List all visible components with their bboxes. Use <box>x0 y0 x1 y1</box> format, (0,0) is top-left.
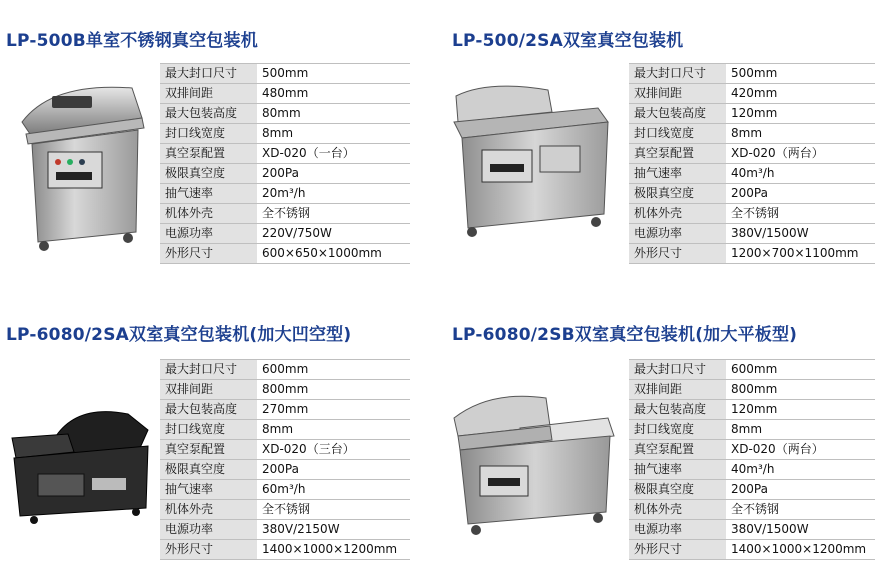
spec-value: 80mm <box>257 104 410 124</box>
spec-value: 380V/2150W <box>257 520 410 540</box>
spec-row <box>160 420 410 440</box>
spec-row <box>629 164 875 184</box>
spec-table-lp500b <box>160 63 410 264</box>
spec-label: 双排间距 <box>160 380 257 400</box>
spec-table-lp6080-2sb <box>629 359 875 560</box>
spec-value: 800mm <box>257 380 410 400</box>
spec-row <box>160 224 410 244</box>
machine-image-lp500-2sa <box>448 82 616 242</box>
spec-row <box>160 104 410 124</box>
spec-row <box>629 244 875 264</box>
spec-row <box>629 184 875 204</box>
spec-value: 270mm <box>257 400 410 420</box>
spec-row <box>629 84 875 104</box>
machine-image-lp500b <box>12 82 152 257</box>
spec-label: 真空泵配置 <box>160 440 257 460</box>
spec-value: 1400×1000×1200mm <box>257 540 410 560</box>
spec-label: 机体外壳 <box>629 500 726 520</box>
spec-label: 机体外壳 <box>160 204 257 224</box>
spec-value: 420mm <box>726 84 875 104</box>
spec-value: 500mm <box>726 64 875 84</box>
product-title-lp500b: LP-500B单室不锈钢真空包装机 <box>6 31 258 51</box>
product-title-lp6080-2sb: LP-6080/2SB双室真空包装机(加大平板型) <box>452 325 798 345</box>
spec-row <box>160 164 410 184</box>
spec-row <box>629 64 875 84</box>
spec-label: 外形尺寸 <box>160 244 257 264</box>
spec-value: 500mm <box>257 64 410 84</box>
spec-label: 最大封口尺寸 <box>629 64 726 84</box>
spec-row <box>629 420 875 440</box>
spec-label: 封口线宽度 <box>629 124 726 144</box>
spec-label: 机体外壳 <box>629 204 726 224</box>
spec-row <box>629 204 875 224</box>
spec-label: 双排间距 <box>160 84 257 104</box>
spec-value: XD-020（三台） <box>257 440 410 460</box>
spec-label: 最大包装高度 <box>629 104 726 124</box>
spec-label: 最大封口尺寸 <box>160 360 257 380</box>
spec-label: 封口线宽度 <box>629 420 726 440</box>
spec-row <box>629 520 875 540</box>
spec-label: 外形尺寸 <box>629 540 726 560</box>
spec-label: 极限真空度 <box>629 184 726 204</box>
spec-row <box>629 144 875 164</box>
spec-label: 极限真空度 <box>160 164 257 184</box>
product-title-lp500-2sa: LP-500/2SA双室真空包装机 <box>452 31 684 51</box>
spec-value: 380V/1500W <box>726 224 875 244</box>
spec-label: 电源功率 <box>629 224 726 244</box>
spec-row <box>160 204 410 224</box>
spec-value: 200Pa <box>726 480 875 500</box>
spec-row <box>160 440 410 460</box>
spec-row <box>160 500 410 520</box>
spec-label: 双排间距 <box>629 84 726 104</box>
spec-value: 1200×700×1100mm <box>726 244 875 264</box>
spec-table-lp500-2sa <box>629 63 875 264</box>
spec-label: 外形尺寸 <box>629 244 726 264</box>
spec-row <box>160 480 410 500</box>
spec-row <box>160 244 410 264</box>
spec-row <box>160 460 410 480</box>
spec-table-lp6080-2sa <box>160 359 410 560</box>
spec-row <box>629 360 875 380</box>
spec-value: 1400×1000×1200mm <box>726 540 875 560</box>
spec-label: 最大包装高度 <box>629 400 726 420</box>
spec-row <box>160 184 410 204</box>
machine-image-lp6080-2sa <box>8 408 156 528</box>
spec-label: 真空泵配置 <box>629 440 726 460</box>
spec-value: 200Pa <box>257 164 410 184</box>
spec-value: 全不锈钢 <box>257 204 410 224</box>
spec-value: 600mm <box>257 360 410 380</box>
spec-value: 20m³/h <box>257 184 410 204</box>
spec-row <box>629 480 875 500</box>
spec-value: 120mm <box>726 400 875 420</box>
spec-label: 最大包装高度 <box>160 400 257 420</box>
spec-row <box>160 124 410 144</box>
spec-row <box>160 380 410 400</box>
spec-value: 全不锈钢 <box>257 500 410 520</box>
spec-value: 120mm <box>726 104 875 124</box>
spec-row <box>160 360 410 380</box>
spec-label: 封口线宽度 <box>160 420 257 440</box>
spec-value: 全不锈钢 <box>726 500 875 520</box>
spec-row <box>160 520 410 540</box>
spec-value: 8mm <box>257 420 410 440</box>
spec-value: 40m³/h <box>726 460 875 480</box>
spec-label: 极限真空度 <box>160 460 257 480</box>
spec-value: 200Pa <box>726 184 875 204</box>
spec-row <box>629 124 875 144</box>
spec-row <box>629 400 875 420</box>
spec-label: 外形尺寸 <box>160 540 257 560</box>
spec-label: 抽气速率 <box>160 184 257 204</box>
spec-value: 8mm <box>726 124 875 144</box>
spec-label: 封口线宽度 <box>160 124 257 144</box>
machine-image-lp6080-2sb <box>450 392 616 542</box>
spec-row <box>160 84 410 104</box>
spec-value: 800mm <box>726 380 875 400</box>
spec-value: 40m³/h <box>726 164 875 184</box>
spec-label: 抽气速率 <box>160 480 257 500</box>
spec-label: 抽气速率 <box>629 460 726 480</box>
spec-row <box>160 400 410 420</box>
spec-value: 60m³/h <box>257 480 410 500</box>
spec-label: 电源功率 <box>629 520 726 540</box>
spec-value: XD-020（一台） <box>257 144 410 164</box>
spec-label: 真空泵配置 <box>160 144 257 164</box>
spec-label: 双排间距 <box>629 380 726 400</box>
spec-value: 200Pa <box>257 460 410 480</box>
spec-label: 电源功率 <box>160 520 257 540</box>
spec-label: 最大封口尺寸 <box>160 64 257 84</box>
spec-value: 8mm <box>726 420 875 440</box>
spec-row <box>629 224 875 244</box>
spec-label: 最大包装高度 <box>160 104 257 124</box>
spec-value: 8mm <box>257 124 410 144</box>
spec-row <box>160 540 410 560</box>
spec-row <box>629 440 875 460</box>
spec-value: XD-020（两台） <box>726 440 875 460</box>
spec-label: 抽气速率 <box>629 164 726 184</box>
spec-value: 600mm <box>726 360 875 380</box>
spec-value: 480mm <box>257 84 410 104</box>
spec-row <box>160 64 410 84</box>
spec-value: 220V/750W <box>257 224 410 244</box>
spec-label: 机体外壳 <box>160 500 257 520</box>
spec-label: 电源功率 <box>160 224 257 244</box>
spec-row <box>629 500 875 520</box>
spec-row <box>629 460 875 480</box>
product-title-lp6080-2sa: LP-6080/2SA双室真空包装机(加大凹空型) <box>6 325 352 345</box>
spec-value: 全不锈钢 <box>726 204 875 224</box>
spec-label: 极限真空度 <box>629 480 726 500</box>
spec-value: 600×650×1000mm <box>257 244 410 264</box>
spec-value: 380V/1500W <box>726 520 875 540</box>
spec-row <box>629 104 875 124</box>
spec-row <box>629 540 875 560</box>
spec-row <box>629 380 875 400</box>
spec-row <box>160 144 410 164</box>
spec-value: XD-020（两台） <box>726 144 875 164</box>
spec-label: 真空泵配置 <box>629 144 726 164</box>
spec-label: 最大封口尺寸 <box>629 360 726 380</box>
